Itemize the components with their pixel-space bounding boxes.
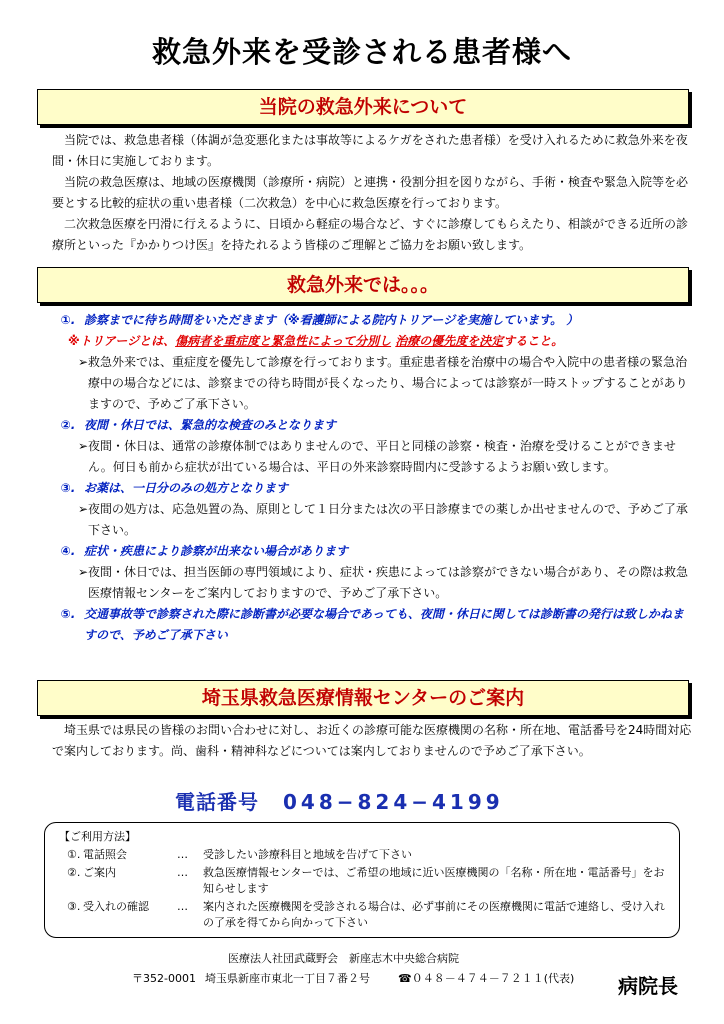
section-heading-er: 救急外来では。。。 [37, 267, 689, 303]
er-item-number: ①. [60, 313, 76, 327]
usage-num: ①. [67, 848, 81, 861]
footer-organization: 医療法人社団武蔵野会 新座志木中央総合病院 [228, 952, 459, 965]
section-heading-about: 当院の救急外来について [37, 89, 689, 125]
usage-row [67, 847, 667, 863]
footer-phone: ☎０４８－４７４－７２１１(代表) [398, 972, 575, 985]
er-item-title [52, 478, 692, 499]
footer-address: 埼玉県新座市東北一丁目７番２号 [205, 972, 370, 985]
usage-text: 救急医療情報センターでは、ご希望の地域に近い医療機関の「名称・所在地・電話番号」をお知らせします [203, 866, 665, 895]
er-item-number: ②. [60, 418, 76, 432]
triage-note [68, 331, 692, 352]
usage-num: ③. [67, 900, 81, 913]
triage-underline-1: 傷病者を重症度と緊急性によって分別し [175, 334, 392, 348]
page-title: 救急外来を受診される患者様へ [151, 35, 572, 69]
er-item-title [52, 415, 692, 436]
section-heading-center: 埼玉県救急医療情報センターのご案内 [37, 680, 689, 716]
er-item-body: ➢救急外来では、重症度を優先して診療を行っております。重症患者様を治療中の場合や入院中の患者様の緊急治療中の場合などには、診察までの待ち時間が長くなったり、場合によっては診察が一時ストップすることがありますので、予めご了承下さい。 [78, 355, 688, 411]
about-paragraph: 二次救急医療を円滑に行えるように、日頃から軽症の場合など、すぐに診療してもらえたり、相談ができる近所の診療所といった『かかりつけ医』を持たれるよう皆様のご理解とご協力をお願い致します。 [52, 217, 689, 252]
usage-sep: … [177, 866, 188, 879]
about-text [52, 130, 692, 256]
phone-line [175, 786, 504, 815]
usage-label: 電話照会 [83, 848, 127, 861]
center-paragraph: 埼玉県では県民の皆様のお問い合わせに対し、お近くの診療可能な医療機関の名称・所在地、電話番号を24時間対応で案内しております。尚、歯科・精神科などについては案内しておりませんので予めご了承下さい。 [52, 723, 692, 758]
er-item-body: ➢夜間・休日は、通常の診療体制ではありませんので、平日と同様の診察・検査・治療を受けることができません。何日も前から症状が出ている場合は、平日の外来診察時間内に受診するようお願い致します。 [78, 439, 676, 474]
triage-post: すること。 [503, 334, 564, 348]
about-paragraph: 当院の救急医療は、地域の医療機関（診療所・病院）と連携・役割分担を図りながら、手術・検査や緊急入院等を必要とする比較的症状の重い患者様（二次救急）を中心に救急医療を行っております。 [52, 175, 689, 210]
er-item-body: ➢夜間の処方は、応急処置の為、原則として１日分または次の平日診療までの薬しか出せませんので、予めご了承下さい。 [78, 502, 688, 537]
usage-row [67, 899, 667, 931]
er-item-title [52, 604, 692, 646]
er-item-title [52, 310, 692, 331]
er-items [52, 310, 692, 646]
usage-row [67, 865, 667, 897]
er-item-number: ④. [60, 544, 76, 558]
center-text [52, 720, 692, 762]
usage-box [44, 822, 680, 938]
signature: 病院長 [618, 974, 678, 998]
triage-underline-2: 治療の優先度を決定 [395, 334, 504, 348]
footer-postal-code: 〒352-0001 [132, 972, 196, 985]
usage-label: 受入れの確認 [83, 900, 149, 913]
er-item-title-text: 症状・疾患により診察が出来ない場合があります [84, 544, 349, 558]
usage-text: 案内された医療機関を受診される場合は、必ず事前にその医療機関に電話で連絡し、受け入れの了承を得てから向かって下さい [203, 900, 665, 929]
about-paragraph: 当院では、救急患者様（体調が急変悪化または事故等によるケガをされた患者様）を受け入れるために救急外来を夜間・休日に実施しております。 [52, 133, 688, 168]
er-item-number: ③. [60, 481, 76, 495]
usage-num: ②. [67, 866, 81, 879]
phone-label: 電話番号 [175, 790, 259, 814]
usage-sep: … [177, 900, 188, 913]
er-item-title-text: 夜間・休日では、緊急的な検査のみとなります [84, 418, 337, 432]
er-item-body: ➢夜間・休日では、担当医師の専門領域により、症状・疾患によっては診察ができない場合があり、その際は救急医療情報センターをご案内しておりますので、予めご了承下さい。 [78, 565, 689, 600]
er-item-number: ⑤. [60, 607, 76, 621]
usage-sep: … [177, 848, 188, 861]
phone-number: 048−824−4199 [283, 790, 504, 814]
usage-title: 【ご利用方法】 [59, 830, 136, 843]
triage-pre: ※トリアージとは、 [68, 334, 176, 348]
er-item-title-text: お薬は、一日分のみの処方となります [84, 481, 289, 495]
usage-text: 受診したい診療科目と地域を告げて下さい [203, 848, 412, 861]
er-item-title-text: 診察までに待ち時間をいただきます（※看護師による院内トリアージを実施しています。 ） [84, 313, 579, 327]
usage-label: ご案内 [83, 866, 116, 879]
er-item-title-text: 交通事故等で診察された際に診断書が必要な場合であっても、夜間・休日に関しては診断書の発行は致しかねますので、予めご了承下さい [84, 607, 684, 642]
er-item-title [52, 541, 692, 562]
